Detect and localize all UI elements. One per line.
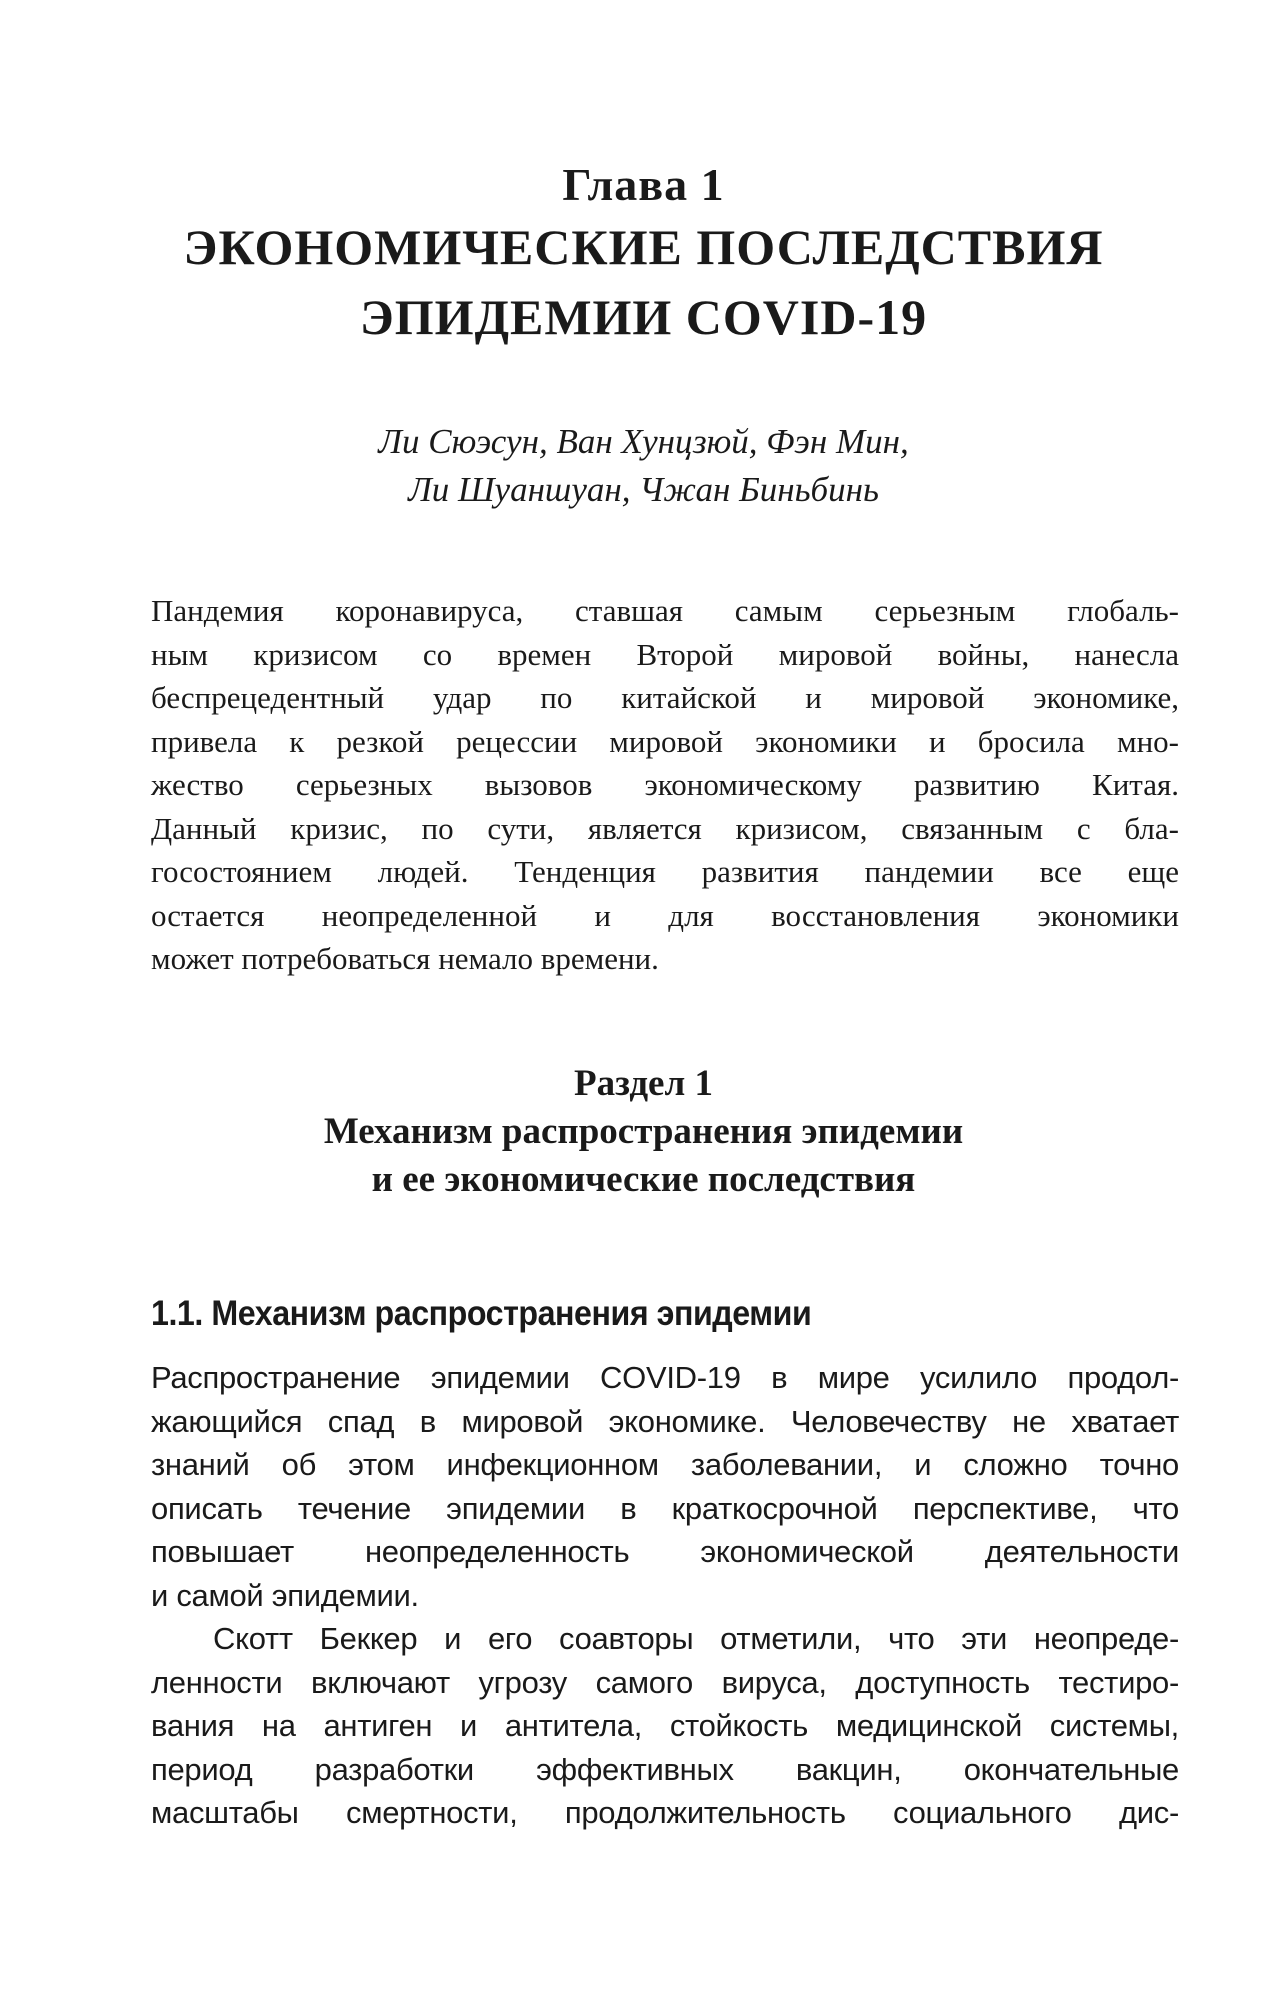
abstract-line: госостоянием людей. Тенденция развития пандемии все еще <box>151 854 1179 889</box>
abstract-line: Пандемия коронавируса, ставшая самым серьезным глобаль- <box>151 593 1179 628</box>
paragraph-2-line: вания на антиген и антитела, стойкость медицинской системы, <box>151 1708 1179 1743</box>
authors <box>0 418 1287 514</box>
section-title-line: Механизм распространения эпидемии <box>323 1111 964 1152</box>
body-text <box>151 1356 1179 1835</box>
section-title <box>0 1108 1287 1204</box>
subsection-heading: 1.1. Механизм распространения эпидемии <box>151 1294 812 1333</box>
paragraph-2-line: период разработки эффективных вакцин, окончательные <box>151 1751 1179 1787</box>
chapter-title-line: ЭПИДЕМИИ COVID-19 <box>359 289 928 345</box>
abstract-line: ным кризисом со времен Второй мировой войны, нанесла <box>151 636 1179 672</box>
abstract-line: жество серьезных вызовов экономическому развитию Китая. <box>151 767 1179 802</box>
paragraph-2-line: ленности включают угрозу самого вируса, доступность тестиро- <box>151 1664 1179 1700</box>
paragraph-1-line: жающийся спад в мировой экономике. Человечеству не хватает <box>151 1403 1179 1439</box>
chapter-title <box>0 212 1287 352</box>
paragraph-1-line: знаний об этом инфекционном заболевании, и сложно точно <box>151 1447 1179 1482</box>
abstract-line: привела к резкой рецессии мировой экономики и бросила мно- <box>151 723 1179 759</box>
paragraph-2-line: Скотт Беккер и его соавторы отметили, что эти неопреде- <box>213 1621 1179 1656</box>
paragraph-1-line: Распространение эпидемии COVID-19 в мире усилило продол- <box>151 1360 1179 1395</box>
paragraph-1-line: повышает неопределенность экономической деятельности <box>151 1534 1179 1569</box>
chapter-title-line: ЭКОНОМИЧЕСКИЕ ПОСЛЕДСТВИЯ <box>183 219 1104 275</box>
abstract-line: Данный кризис, по сути, является кризисом, связанным с бла- <box>151 810 1179 846</box>
abstract <box>151 589 1179 981</box>
abstract-line: может потребоваться немало времени. <box>151 941 659 976</box>
abstract-line: беспрецедентный удар по китайской и мировой экономике, <box>151 680 1179 715</box>
section-label: Раздел 1 <box>574 1063 713 1104</box>
authors-line: Ли Сюэсун, Ван Хунцзюй, Фэн Мин, <box>378 422 909 461</box>
section-title-line: и ее экономические последствия <box>371 1159 916 1200</box>
authors-line: Ли Шуаншуан, Чжан Биньбинь <box>408 470 879 509</box>
paragraph-1-line: и самой эпидемии. <box>151 1577 419 1613</box>
abstract-line: остается неопределенной и для восстановления экономики <box>151 897 1179 933</box>
paragraph-2-line: масштабы смертности, продолжительность социального дис- <box>151 1795 1179 1830</box>
paragraph-1-line: описать течение эпидемии в краткосрочной перспективе, что <box>151 1490 1179 1526</box>
chapter-label: Глава 1 <box>562 159 725 210</box>
